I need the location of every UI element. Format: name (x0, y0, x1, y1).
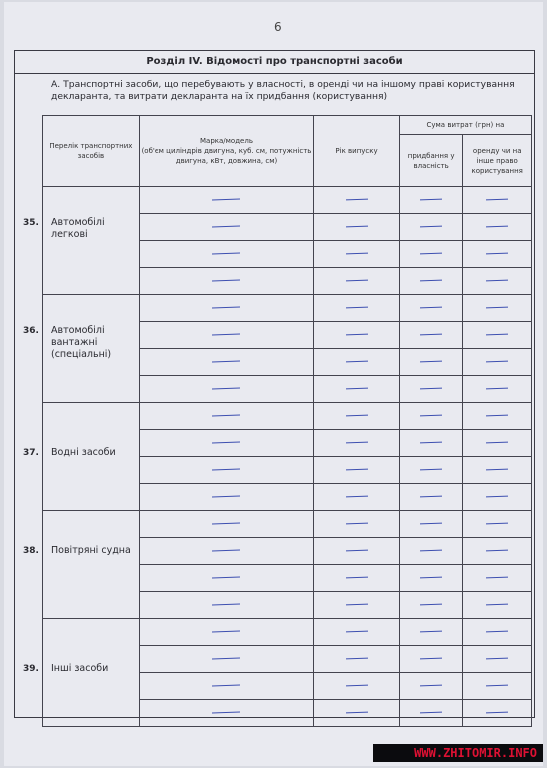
section-title: Розділ IV. Відомості про транспортні засоби (15, 51, 534, 74)
handwritten-dash (486, 253, 508, 255)
vehicles-table (23, 115, 532, 727)
handwritten-dash (212, 199, 240, 201)
group-label (23, 545, 131, 557)
header-year: Рік випуску (314, 116, 400, 187)
handwritten-dash (346, 199, 368, 201)
group-cell (23, 295, 140, 403)
handwritten-dash (212, 577, 240, 579)
handwritten-dash (346, 685, 368, 687)
year-cell (314, 349, 400, 376)
year-cell (314, 646, 400, 673)
handwritten-dash (346, 415, 368, 417)
rent-cell (463, 511, 532, 538)
handwritten-dash (486, 442, 508, 444)
brand-cell (139, 484, 313, 511)
handwritten-dash (346, 307, 368, 309)
handwritten-dash (212, 523, 240, 525)
table-row (43, 295, 532, 322)
purchase-cell (399, 619, 463, 646)
handwritten-dash (420, 550, 442, 552)
rent-cell (463, 484, 532, 511)
handwritten-dash (420, 415, 442, 417)
brand-cell (139, 700, 313, 727)
handwritten-dash (346, 604, 368, 606)
header-rent: оренду чи на інше право користування (463, 135, 532, 187)
handwritten-dash (486, 280, 508, 282)
handwritten-dash (486, 388, 508, 390)
year-cell (314, 565, 400, 592)
year-cell (314, 484, 400, 511)
year-cell (314, 187, 400, 214)
handwritten-dash (346, 253, 368, 255)
table-row (43, 619, 532, 646)
year-cell (314, 538, 400, 565)
year-cell (314, 511, 400, 538)
brand-cell (139, 511, 313, 538)
group-number: 36. (23, 326, 39, 336)
purchase-cell (399, 538, 463, 565)
group-cell (23, 187, 140, 295)
group-text: Інші засоби (51, 663, 109, 674)
brand-cell (139, 619, 313, 646)
handwritten-dash (346, 712, 368, 714)
purchase-cell (399, 268, 463, 295)
brand-cell (139, 268, 313, 295)
brand-cell (139, 565, 313, 592)
handwritten-dash (212, 388, 240, 390)
handwritten-dash (346, 442, 368, 444)
purchase-cell (399, 592, 463, 619)
handwritten-dash (346, 334, 368, 336)
rent-cell (463, 457, 532, 484)
header-list: Перелік транспортних засобів (43, 116, 140, 187)
handwritten-dash (486, 199, 508, 201)
handwritten-dash (212, 604, 240, 606)
handwritten-dash (212, 685, 240, 687)
group-text: Водні засоби (51, 447, 116, 458)
handwritten-dash (212, 334, 240, 336)
handwritten-dash (420, 253, 442, 255)
handwritten-dash (346, 577, 368, 579)
rent-cell (463, 187, 532, 214)
group-cell (23, 403, 140, 511)
purchase-cell (399, 295, 463, 322)
rent-cell (463, 268, 532, 295)
handwritten-dash (420, 496, 442, 498)
year-cell (314, 592, 400, 619)
year-cell (314, 673, 400, 700)
handwritten-dash (420, 361, 442, 363)
year-cell (314, 268, 400, 295)
brand-cell (139, 214, 313, 241)
handwritten-dash (346, 496, 368, 498)
rent-cell (463, 646, 532, 673)
brand-cell (139, 457, 313, 484)
brand-cell (139, 673, 313, 700)
group-text: Автомобілі легкові (51, 217, 105, 240)
table-row (43, 403, 532, 430)
rent-cell (463, 673, 532, 700)
handwritten-dash (212, 442, 240, 444)
header-brand-note: (об'єм циліндрів двигуна, куб. см, потужність двигуна, кВт, довжина, см) (141, 147, 312, 165)
brand-cell (139, 430, 313, 457)
year-cell (314, 700, 400, 727)
page-number: 6 (274, 20, 282, 34)
header-sum: Сума витрат (грн) на (399, 116, 531, 135)
handwritten-dash (486, 361, 508, 363)
section-subtitle: А. Транспортні засоби, що перебувають у власності, в оренді чи на іншому праві користування декларанта, та витрати декларанта на їх придбання (користування) (51, 79, 515, 102)
year-cell (314, 241, 400, 268)
handwritten-dash (486, 685, 508, 687)
purchase-cell (399, 565, 463, 592)
rent-cell (463, 376, 532, 403)
handwritten-dash (486, 712, 508, 714)
rent-cell (463, 565, 532, 592)
handwritten-dash (486, 415, 508, 417)
handwritten-dash (212, 550, 240, 552)
table-row (43, 511, 532, 538)
purchase-cell (399, 322, 463, 349)
brand-cell (139, 295, 313, 322)
rent-cell (463, 592, 532, 619)
group-label (23, 663, 109, 675)
group-label (23, 325, 139, 361)
group-text: Повітряні судна (51, 545, 131, 556)
watermark-text: WWW.ZHITOMIR.INFO (414, 746, 537, 760)
rent-cell (463, 241, 532, 268)
year-cell (314, 376, 400, 403)
group-cell (23, 511, 140, 619)
handwritten-dash (420, 442, 442, 444)
year-cell (314, 403, 400, 430)
purchase-cell (399, 700, 463, 727)
group-number: 38. (23, 546, 39, 556)
handwritten-dash (346, 523, 368, 525)
handwritten-dash (346, 226, 368, 228)
brand-cell (139, 376, 313, 403)
rent-cell (463, 430, 532, 457)
handwritten-dash (486, 307, 508, 309)
handwritten-dash (420, 199, 442, 201)
handwritten-dash (420, 631, 442, 633)
group-label (23, 217, 139, 241)
group-text: Автомобілі вантажні (спеціальні) (51, 325, 112, 360)
brand-cell (139, 646, 313, 673)
year-cell (314, 430, 400, 457)
handwritten-dash (420, 658, 442, 660)
handwritten-dash (346, 388, 368, 390)
rent-cell (463, 295, 532, 322)
rent-cell (463, 700, 532, 727)
brand-cell (139, 241, 313, 268)
handwritten-dash (420, 577, 442, 579)
purchase-cell (399, 187, 463, 214)
paper-sheet (4, 2, 543, 766)
brand-cell (139, 187, 313, 214)
handwritten-dash (486, 334, 508, 336)
rent-cell (463, 349, 532, 376)
purchase-cell (399, 349, 463, 376)
handwritten-dash (346, 631, 368, 633)
handwritten-dash (346, 361, 368, 363)
purchase-cell (399, 484, 463, 511)
table-row (43, 187, 532, 214)
handwritten-dash (212, 253, 240, 255)
purchase-cell (399, 241, 463, 268)
handwritten-dash (486, 631, 508, 633)
handwritten-dash (486, 496, 508, 498)
handwritten-dash (486, 550, 508, 552)
handwritten-dash (486, 523, 508, 525)
rent-cell (463, 619, 532, 646)
handwritten-dash (420, 307, 442, 309)
group-cell (23, 619, 140, 727)
brand-cell (139, 592, 313, 619)
purchase-cell (399, 673, 463, 700)
handwritten-dash (212, 226, 240, 228)
group-number: 35. (23, 218, 39, 228)
purchase-cell (399, 511, 463, 538)
handwritten-dash (420, 712, 442, 714)
purchase-cell (399, 403, 463, 430)
handwritten-dash (420, 388, 442, 390)
handwritten-dash (212, 469, 240, 471)
handwritten-dash (420, 280, 442, 282)
header-brand (139, 116, 313, 187)
year-cell (314, 295, 400, 322)
purchase-cell (399, 457, 463, 484)
handwritten-dash (212, 361, 240, 363)
rent-cell (463, 322, 532, 349)
handwritten-dash (212, 307, 240, 309)
purchase-cell (399, 430, 463, 457)
purchase-cell (399, 646, 463, 673)
year-cell (314, 214, 400, 241)
handwritten-dash (212, 658, 240, 660)
purchase-cell (399, 214, 463, 241)
year-cell (314, 457, 400, 484)
handwritten-dash (486, 226, 508, 228)
handwritten-dash (346, 280, 368, 282)
handwritten-dash (420, 523, 442, 525)
handwritten-dash (420, 226, 442, 228)
handwritten-dash (346, 550, 368, 552)
handwritten-dash (486, 469, 508, 471)
handwritten-dash (346, 658, 368, 660)
handwritten-dash (420, 604, 442, 606)
handwritten-dash (212, 415, 240, 417)
handwritten-dash (486, 658, 508, 660)
purchase-cell (399, 376, 463, 403)
brand-cell (139, 538, 313, 565)
brand-cell (139, 322, 313, 349)
rent-cell (463, 538, 532, 565)
group-number: 37. (23, 448, 39, 458)
handwritten-dash (486, 604, 508, 606)
rent-cell (463, 403, 532, 430)
handwritten-dash (212, 280, 240, 282)
group-label (23, 447, 116, 459)
handwritten-dash (420, 469, 442, 471)
year-cell (314, 322, 400, 349)
handwritten-dash (420, 334, 442, 336)
handwritten-dash (346, 469, 368, 471)
handwritten-dash (486, 577, 508, 579)
rent-cell (463, 214, 532, 241)
brand-cell (139, 349, 313, 376)
handwritten-dash (212, 496, 240, 498)
handwritten-dash (212, 631, 240, 633)
brand-cell (139, 403, 313, 430)
header-purchase: придбання у власність (399, 135, 463, 187)
handwritten-dash (420, 685, 442, 687)
year-cell (314, 619, 400, 646)
group-number: 39. (23, 664, 39, 674)
header-brand-title: Марка/модель (200, 137, 253, 145)
site-watermark (373, 744, 543, 762)
handwritten-dash (212, 712, 240, 714)
